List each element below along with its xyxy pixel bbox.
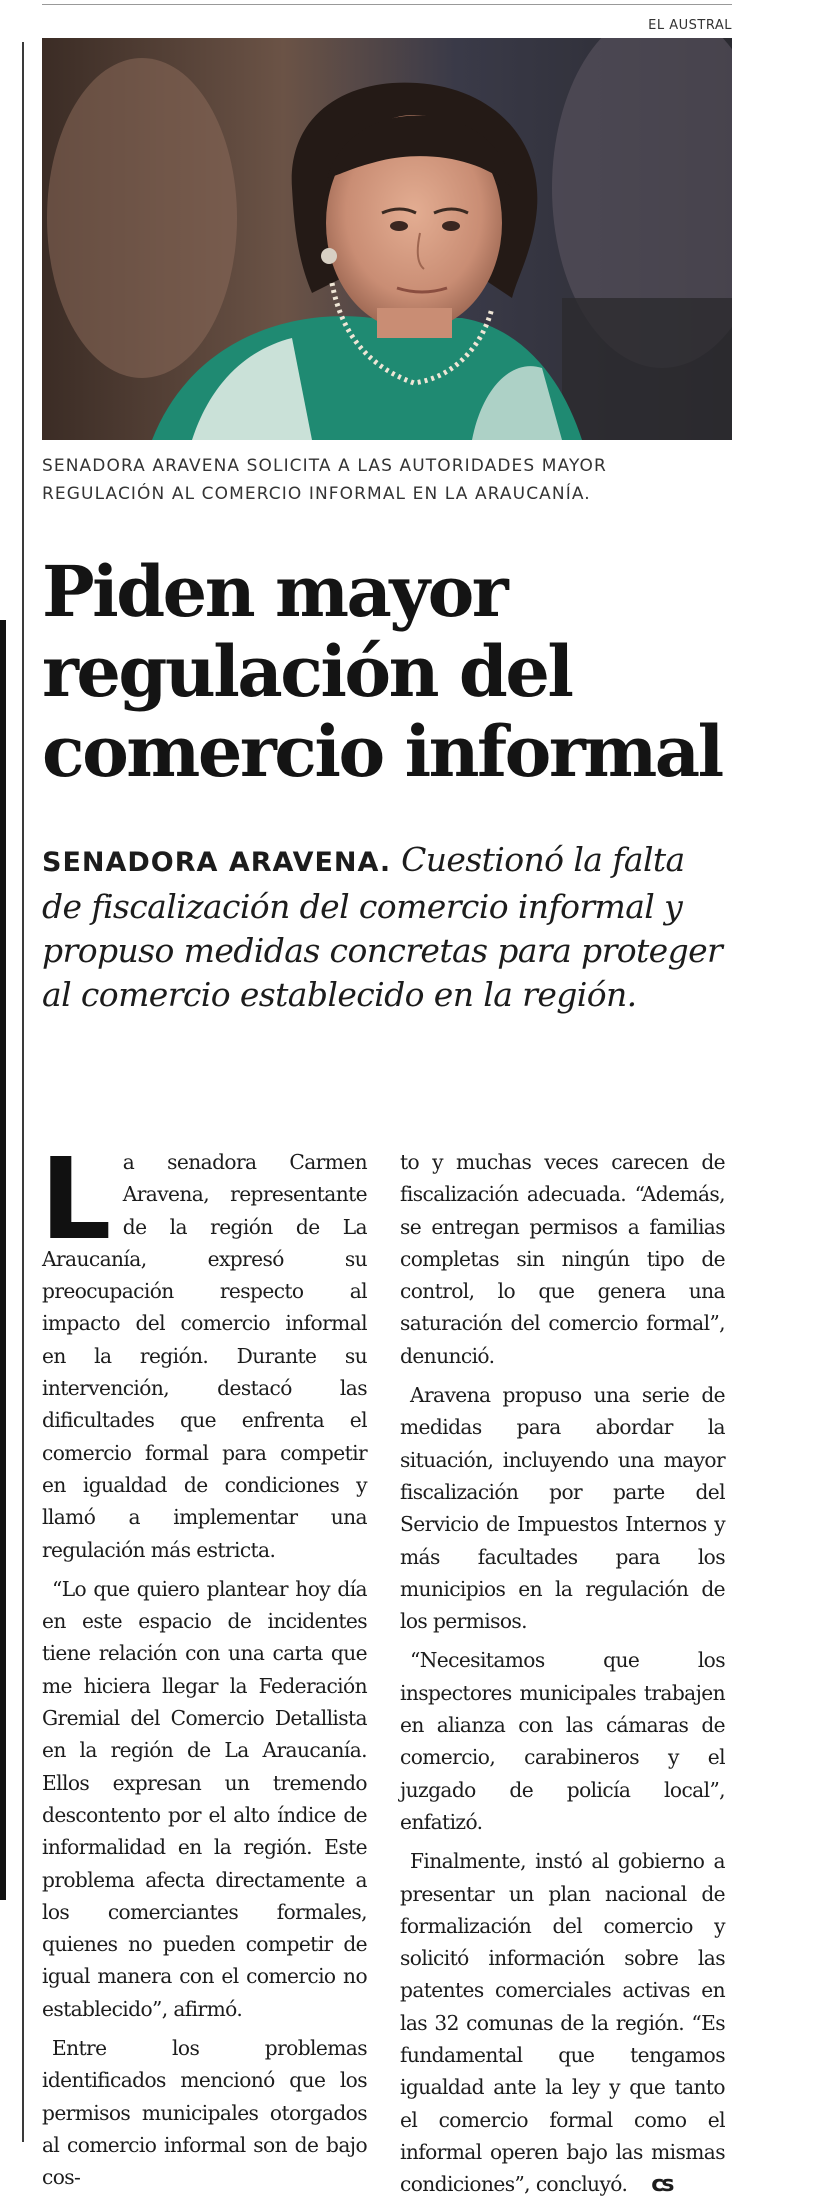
publication-name: EL AUSTRAL	[648, 18, 732, 33]
body-column-right	[400, 1146, 725, 2209]
lead-kicker: SENADORA ARAVENA.	[42, 847, 392, 878]
body-paragraph-4: Aravena propuso una serie de medidas para abordar la situación, incluyendo una mayor fiscalización por parte del Servicio de Impuestos Internos y más facultades para los municipios en la regulación de los permisos.	[400, 1383, 725, 1634]
top-rule	[42, 4, 732, 5]
body-paragraph-1-text: a senadora Carmen Aravena, representante de la región de La Araucanía, expresó su preocupación respecto al impacto del comercio informal en la región. Durante su intervención, destacó las dificultades que enfrenta el comercio formal para competir en igualdad de condiciones y llamó a implementar una regulación más estricta.	[42, 1150, 367, 1562]
column-rule	[22, 42, 24, 2142]
article-headline	[42, 552, 742, 792]
body-column-left	[40, 1135, 367, 2201]
body-paragraph-3-start: Entre los problemas identificados mencionó que los permisos municipales otorgados al comercio informal son de bajo cos-	[42, 2036, 367, 2190]
headline-line-1: Piden mayor	[42, 550, 507, 633]
article-lead	[42, 838, 732, 1017]
drop-cap: L	[40, 1135, 111, 1265]
body-paragraph-6-text: Finalmente, instó al gobierno a presentar un plan nacional de formalización del comercio y solicitó información sobre las patentes comerciales activas en las 32 comunas de la región. “Es fundamental que tengamos igualdad ante la ley y que tanto el comercio formal como el informal operen bajo las mismas condiciones”, concluyó.	[400, 1849, 725, 2197]
headline-line-2: regulación del	[42, 630, 572, 713]
senator-portrait-image	[42, 38, 732, 440]
lead-deck: Cuestionó la falta de fiscalización del comercio informal y propuso medidas concretas para proteger al comercio establecido en la región.	[42, 840, 723, 1014]
photo-caption: SENADORA ARAVENA SOLICITA A LAS AUTORIDADES MAYOR REGULACIÓN AL COMERCIO INFORMAL EN LA ARAUCANÍA.	[42, 456, 607, 504]
body-paragraph-2: “Lo que quiero plantear hoy día en este espacio de incidentes tiene relación con una carta que me hiciera llegar la Federación Gremial del Comercio Detallista en la región de La Araucanía. Ellos expresan un tremendo descontento por el alto índice de informalidad en la región. Este problema afecta directamente a los comerciantes formales, quienes no pueden competir de igual manera con el comercio no establecido”, afirmó.	[42, 1576, 367, 2021]
adjacent-page-edge	[0, 620, 6, 1900]
body-paragraph-1	[40, 1135, 367, 1566]
article-photo	[42, 38, 732, 440]
headline-line-3: comercio informal	[42, 710, 722, 793]
body-paragraph-5: “Necesitamos que los inspectores municipales trabajen en alianza con las cámaras de comercio, carabineros y el juzgado de policía local”, enfatizó.	[400, 1648, 725, 1834]
body-paragraph-3-end: to y muchas veces carecen de fiscalización adecuada. “Además, se entregan permisos a familias completas sin ningún tipo de control, lo que genera una saturación del comercio formal”, denunció.	[400, 1150, 725, 1368]
body-paragraph-6	[400, 1845, 725, 2201]
end-mark-icon: cs	[651, 2172, 672, 2198]
